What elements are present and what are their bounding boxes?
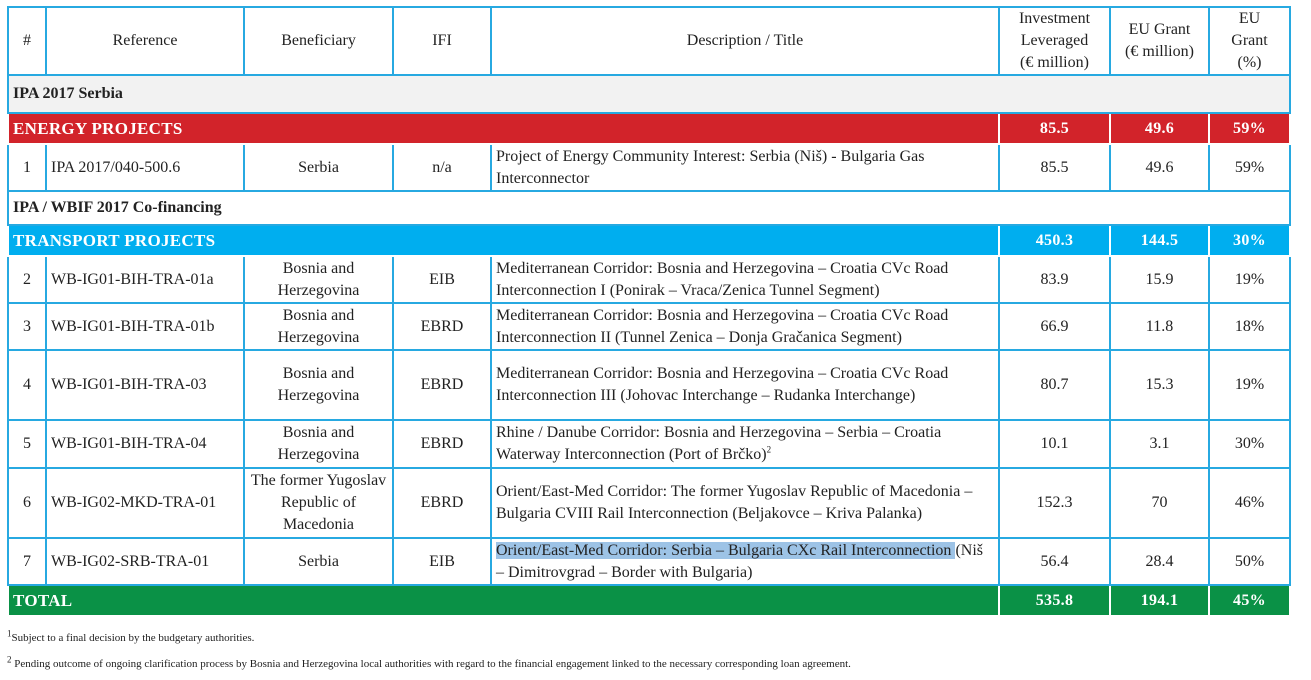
row-pct: 46% <box>1209 468 1290 538</box>
row-description[interactable]: Project of Energy Community Interest: Serbia (Niš) - Bulgaria Gas Interconnector <box>491 144 999 191</box>
row-grant: 49.6 <box>1110 144 1209 191</box>
row-grant: 70 <box>1110 468 1209 538</box>
row-beneficiary: Bosnia and Herzegovina <box>244 256 393 303</box>
row-description[interactable]: Orient/East-Med Corridor: The former Yugoslav Republic of Macedonia – Bulgaria CVIII Rail Interconnection (Beljakovce – Kriva Palanka) <box>491 468 999 538</box>
table-row <box>8 420 1290 468</box>
row-investment: 152.3 <box>999 468 1110 538</box>
col-header-pct-line3: (%) <box>1237 54 1262 71</box>
row-number: 6 <box>8 468 46 538</box>
category-label: TRANSPORT PROJECTS <box>8 225 999 256</box>
footnote-2-text: Pending outcome of ongoing clarification process by Bosnia and Herzegovina local authorities with regard to the financial engagement linked to the necessary corresponding loan agreement. <box>11 658 851 670</box>
col-header-number: # <box>8 7 46 75</box>
row-investment: 80.7 <box>999 350 1110 420</box>
category-pct: 30% <box>1209 225 1290 256</box>
table-row <box>8 468 1290 538</box>
category-row-transport <box>8 225 1290 256</box>
row-beneficiary: The former Yugoslav Republic of Macedonia <box>244 468 393 538</box>
section-row-ipa-2017-serbia <box>8 75 1290 113</box>
col-header-eu-grant <box>1110 7 1209 75</box>
row-reference: WB-IG02-MKD-TRA-01 <box>46 468 244 538</box>
row-beneficiary: Serbia <box>244 538 393 585</box>
col-header-eu-grant-line2: (€ million) <box>1125 43 1194 60</box>
row-description[interactable]: Mediterranean Corridor: Bosnia and Herzegovina – Croatia CVc Road Interconnection III (Johovac Interchange – Rudanka Interchange) <box>491 350 999 420</box>
total-row <box>8 585 1290 616</box>
row-description[interactable] <box>491 420 999 468</box>
row-reference: WB-IG01-BIH-TRA-01b <box>46 303 244 350</box>
row-beneficiary: Bosnia and Herzegovina <box>244 350 393 420</box>
footnote-1-text: Subject to a final decision by the budgetary authorities. <box>11 632 255 644</box>
row-pct: 18% <box>1209 303 1290 350</box>
row-beneficiary: Serbia <box>244 144 393 191</box>
col-header-reference: Reference <box>46 7 244 75</box>
header-row <box>8 7 1290 75</box>
row-description-text: Rhine / Danube Corridor: Bosnia and Herzegovina – Serbia – Croatia Waterway Interconnection (Port of Brčko) <box>496 424 942 463</box>
row-number: 7 <box>8 538 46 585</box>
row-ifi: EIB <box>393 256 491 303</box>
selected-text[interactable]: Orient/East-Med Corridor: Serbia – Bulgaria CXc Rail Interconnection <box>496 541 956 559</box>
row-ifi: EBRD <box>393 420 491 468</box>
row-description[interactable]: Mediterranean Corridor: Bosnia and Herzegovina – Croatia CVc Road Interconnection I (Ponirak – Vraca/Zenica Tunnel Segment) <box>491 256 999 303</box>
row-number: 3 <box>8 303 46 350</box>
projects-table-container <box>7 6 1289 617</box>
row-number: 2 <box>8 256 46 303</box>
row-grant: 28.4 <box>1110 538 1209 585</box>
row-ifi: EBRD <box>393 303 491 350</box>
col-header-description: Description / Title <box>491 7 999 75</box>
row-grant: 15.9 <box>1110 256 1209 303</box>
col-header-eu-grant-pct <box>1209 7 1290 75</box>
col-header-pct-line2: Grant <box>1231 32 1268 49</box>
section-row-ipa-wbif-2017 <box>8 191 1290 225</box>
row-investment: 66.9 <box>999 303 1110 350</box>
section-title: IPA / WBIF 2017 Co-financing <box>8 191 1290 225</box>
category-investment: 450.3 <box>999 225 1110 256</box>
row-ifi: EBRD <box>393 468 491 538</box>
table-row <box>8 538 1290 585</box>
total-grant: 194.1 <box>1110 585 1209 616</box>
total-investment: 535.8 <box>999 585 1110 616</box>
row-pct: 59% <box>1209 144 1290 191</box>
row-beneficiary: Bosnia and Herzegovina <box>244 303 393 350</box>
total-pct: 45% <box>1209 585 1290 616</box>
table-row <box>8 256 1290 303</box>
projects-table <box>7 6 1291 617</box>
category-label: ENERGY PROJECTS <box>8 113 999 144</box>
total-label: TOTAL <box>8 585 999 616</box>
category-pct: 59% <box>1209 113 1290 144</box>
category-row-energy <box>8 113 1290 144</box>
row-grant: 11.8 <box>1110 303 1209 350</box>
row-ifi: EBRD <box>393 350 491 420</box>
table-row <box>8 303 1290 350</box>
row-grant: 15.3 <box>1110 350 1209 420</box>
row-number: 4 <box>8 350 46 420</box>
col-header-eu-grant-line1: EU Grant <box>1128 21 1191 38</box>
col-header-investment-line3: (€ million) <box>1020 54 1089 71</box>
footnote-1 <box>7 628 255 644</box>
section-title: IPA 2017 Serbia <box>8 75 1290 113</box>
col-header-beneficiary: Beneficiary <box>244 7 393 75</box>
col-header-investment <box>999 7 1110 75</box>
footnote-2-mark: 2 <box>7 654 12 665</box>
row-description[interactable]: Mediterranean Corridor: Bosnia and Herzegovina – Croatia CVc Road Interconnection II (Tunnel Zenica – Donja Gračanica Segment) <box>491 303 999 350</box>
row-number: 1 <box>8 144 46 191</box>
col-header-ifi: IFI <box>393 7 491 75</box>
row-reference: WB-IG01-BIH-TRA-03 <box>46 350 244 420</box>
row-pct: 19% <box>1209 350 1290 420</box>
col-header-investment-line2: Leveraged <box>1020 32 1089 49</box>
category-investment: 85.5 <box>999 113 1110 144</box>
row-pct: 19% <box>1209 256 1290 303</box>
footnote-ref-2: 2 <box>766 444 772 455</box>
row-pct: 50% <box>1209 538 1290 585</box>
footnote-1-mark: 1 <box>7 628 12 639</box>
table-row <box>8 144 1290 191</box>
row-description[interactable] <box>491 538 999 585</box>
row-grant: 3.1 <box>1110 420 1209 468</box>
category-grant: 144.5 <box>1110 225 1209 256</box>
row-ifi: EIB <box>393 538 491 585</box>
col-header-pct-line1: EU <box>1238 10 1261 27</box>
row-investment: 85.5 <box>999 144 1110 191</box>
row-investment: 83.9 <box>999 256 1110 303</box>
row-number: 5 <box>8 420 46 468</box>
row-reference: WB-IG02-SRB-TRA-01 <box>46 538 244 585</box>
footnote-2 <box>7 654 851 670</box>
row-description-text: (Niš – Dimitrovgrad – Border with Bulgaria) <box>496 541 983 581</box>
table-row <box>8 350 1290 420</box>
row-reference: WB-IG01-BIH-TRA-01a <box>46 256 244 303</box>
row-investment: 56.4 <box>999 538 1110 585</box>
col-header-investment-line1: Investment <box>1018 10 1091 27</box>
row-investment: 10.1 <box>999 420 1110 468</box>
row-pct: 30% <box>1209 420 1290 468</box>
row-reference: IPA 2017/040-500.6 <box>46 144 244 191</box>
row-reference: WB-IG01-BIH-TRA-04 <box>46 420 244 468</box>
row-ifi: n/a <box>393 144 491 191</box>
row-beneficiary: Bosnia and Herzegovina <box>244 420 393 468</box>
category-grant: 49.6 <box>1110 113 1209 144</box>
